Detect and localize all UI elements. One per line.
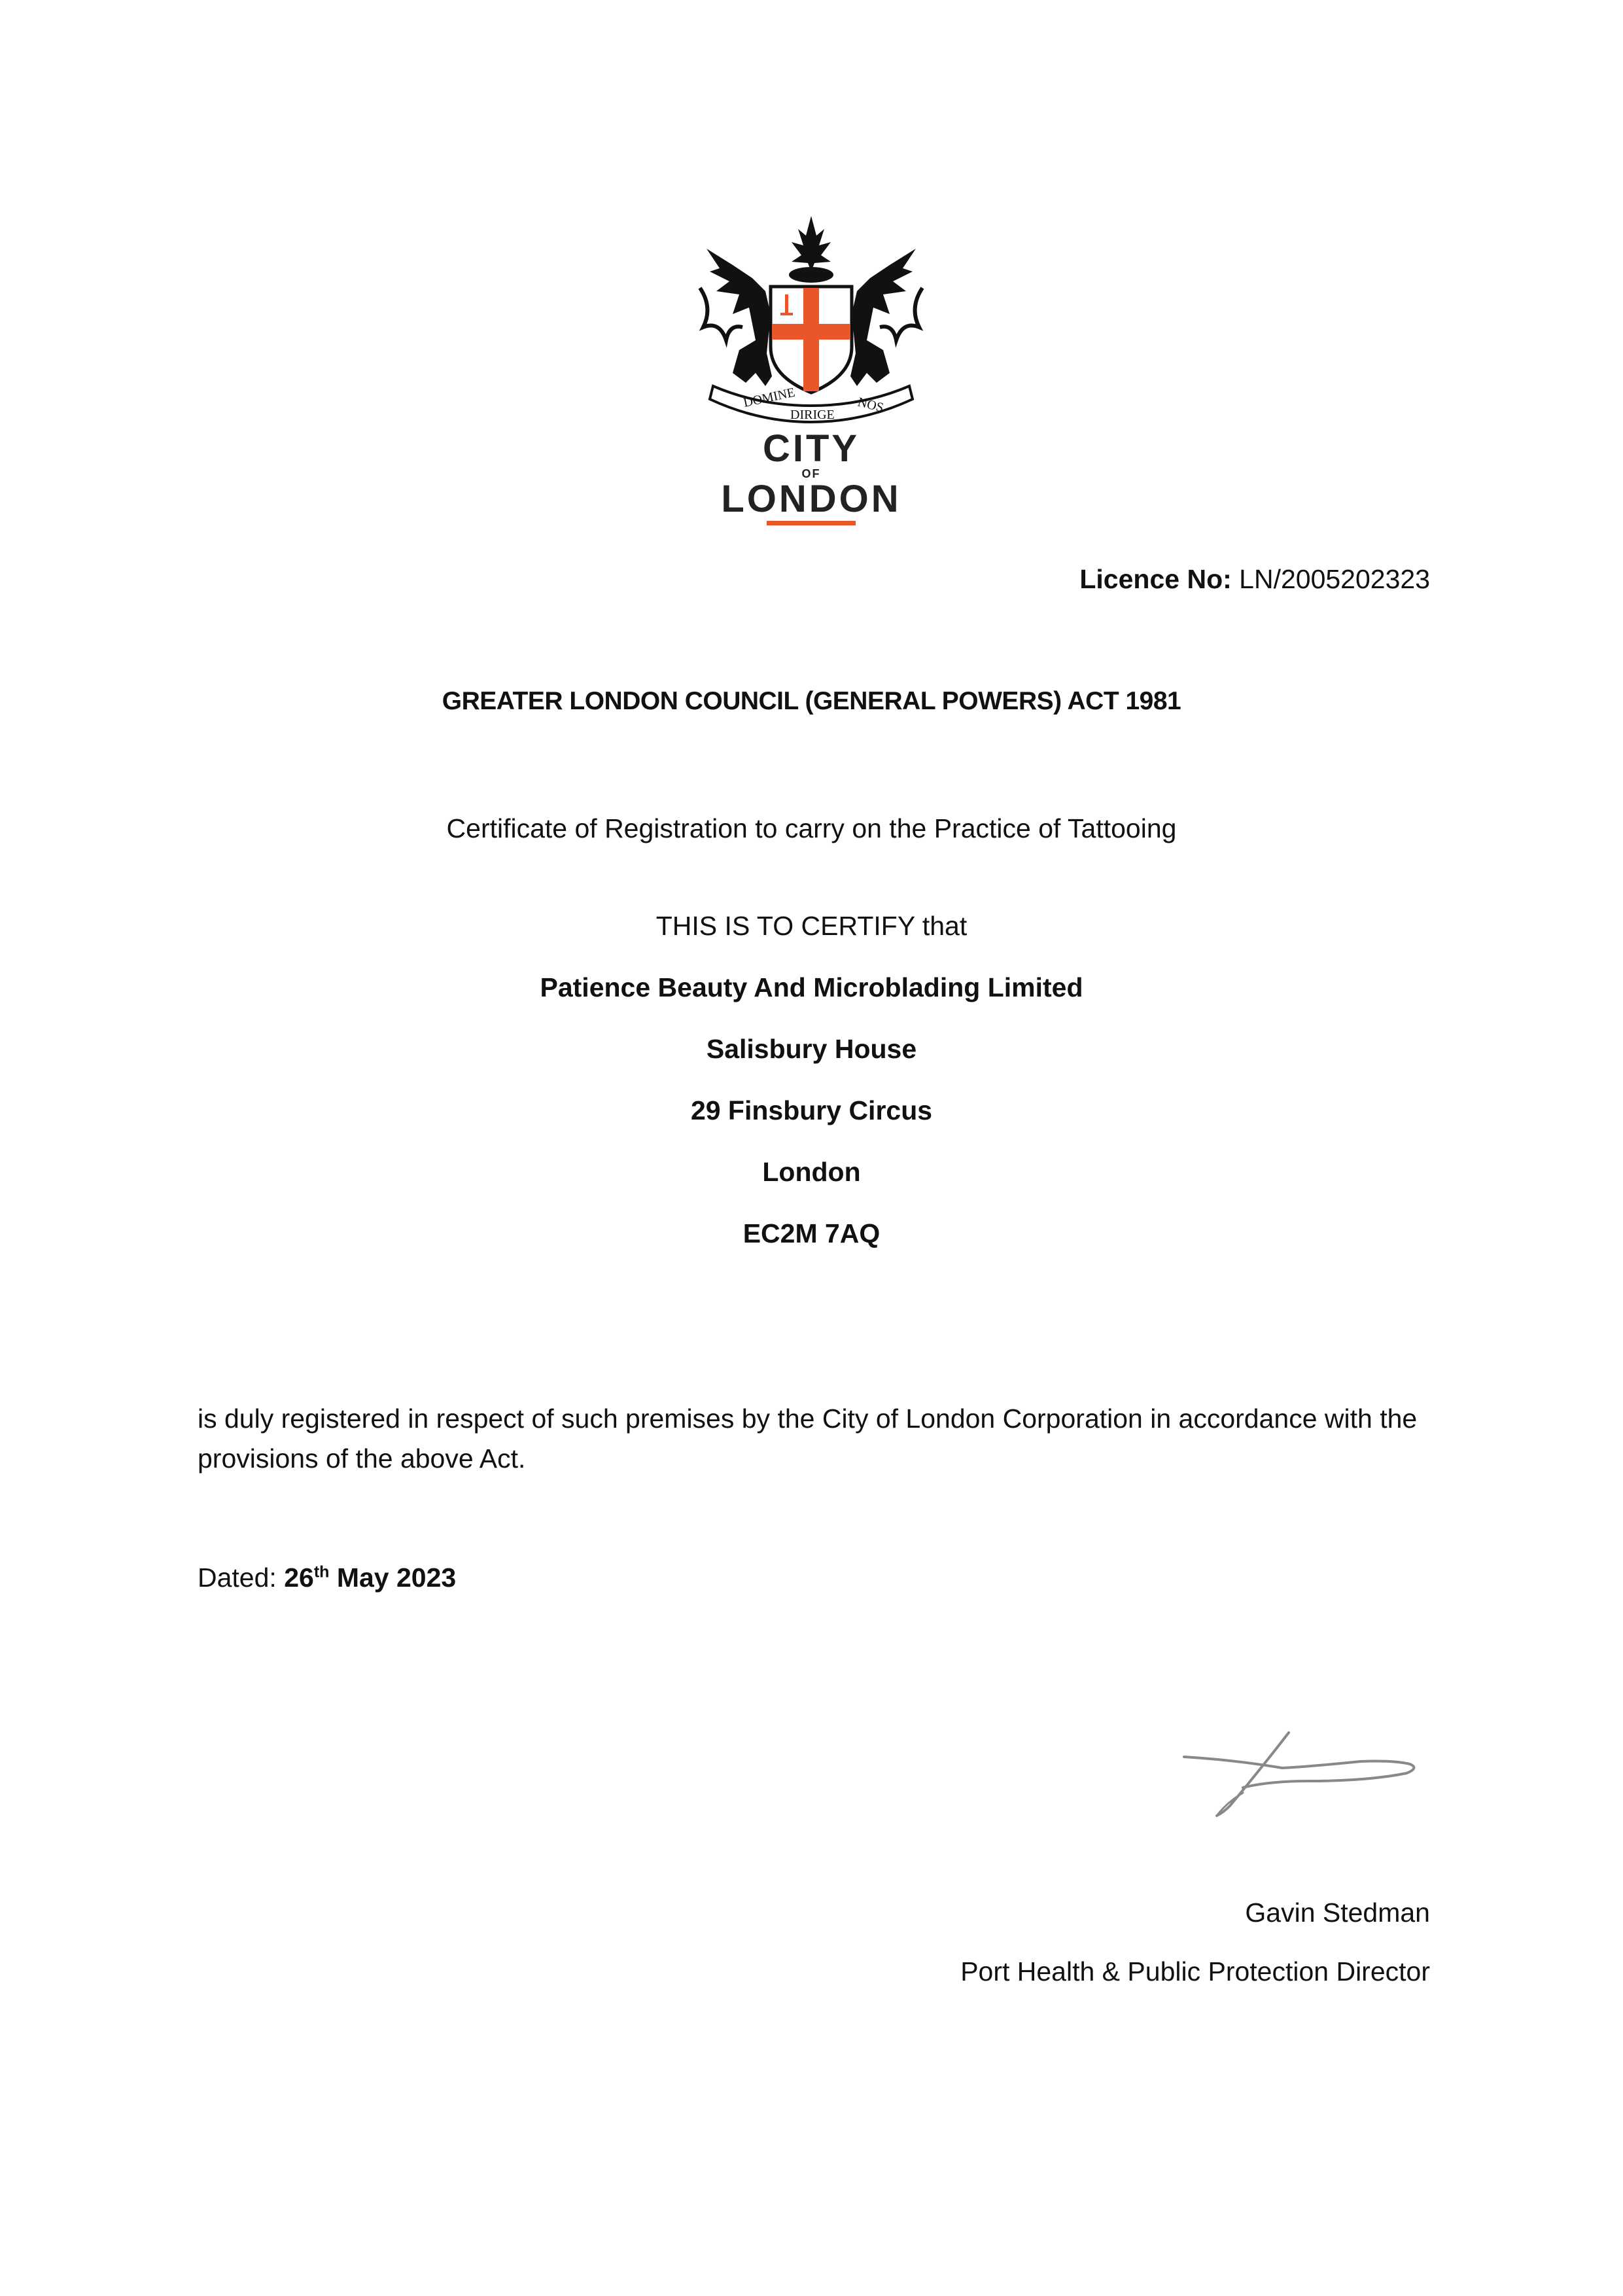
wordmark-city: CITY <box>762 427 860 470</box>
licence-label: Licence No: <box>1079 564 1232 594</box>
wordmark-london: LONDON <box>721 478 901 520</box>
signatory-role: Port Health & Public Protection Director <box>960 1956 1430 1987</box>
certificate-title: Certificate of Registration to carry on the Practice of Tattooing <box>446 813 1177 843</box>
act-title: GREATER LONDON COUNCIL (GENERAL POWERS) ACT 1981 <box>442 687 1181 715</box>
certify-intro: THIS IS TO CERTIFY that <box>655 911 968 941</box>
date-line <box>198 1563 456 1593</box>
date-month-year: May 2023 <box>336 1563 457 1593</box>
signatory-name: Gavin Stedman <box>1245 1898 1430 1928</box>
address-postcode: EC2M 7AQ <box>742 1218 881 1248</box>
city-of-london-logo <box>693 209 929 530</box>
licence-value: LN/2005202323 <box>1239 564 1430 594</box>
registrant-name: Patience Beauty And Microblading Limited <box>540 972 1083 1002</box>
city-of-london-crest-icon <box>693 209 929 530</box>
date-day: 26 <box>284 1563 314 1593</box>
motto-right: NOS <box>856 395 885 415</box>
address-line-1: Salisbury House <box>706 1034 917 1064</box>
signature-icon <box>1178 1721 1426 1826</box>
wordmark-of: OF <box>801 467 821 480</box>
date-suffix: th <box>313 1563 330 1581</box>
address-line-3: London <box>762 1157 861 1187</box>
motto-left: DOMINE <box>742 385 797 410</box>
registration-statement: is duly registered in respect of such premises by the City of London Corporation in accordance with the provisions of the above Act. <box>198 1404 1418 1474</box>
signature <box>1178 1721 1426 1826</box>
licence-number <box>1079 564 1430 595</box>
motto-center: DIRIGE <box>790 408 835 422</box>
date-label: Dated: <box>198 1563 277 1593</box>
address-line-2: 29 Finsbury Circus <box>690 1095 933 1125</box>
